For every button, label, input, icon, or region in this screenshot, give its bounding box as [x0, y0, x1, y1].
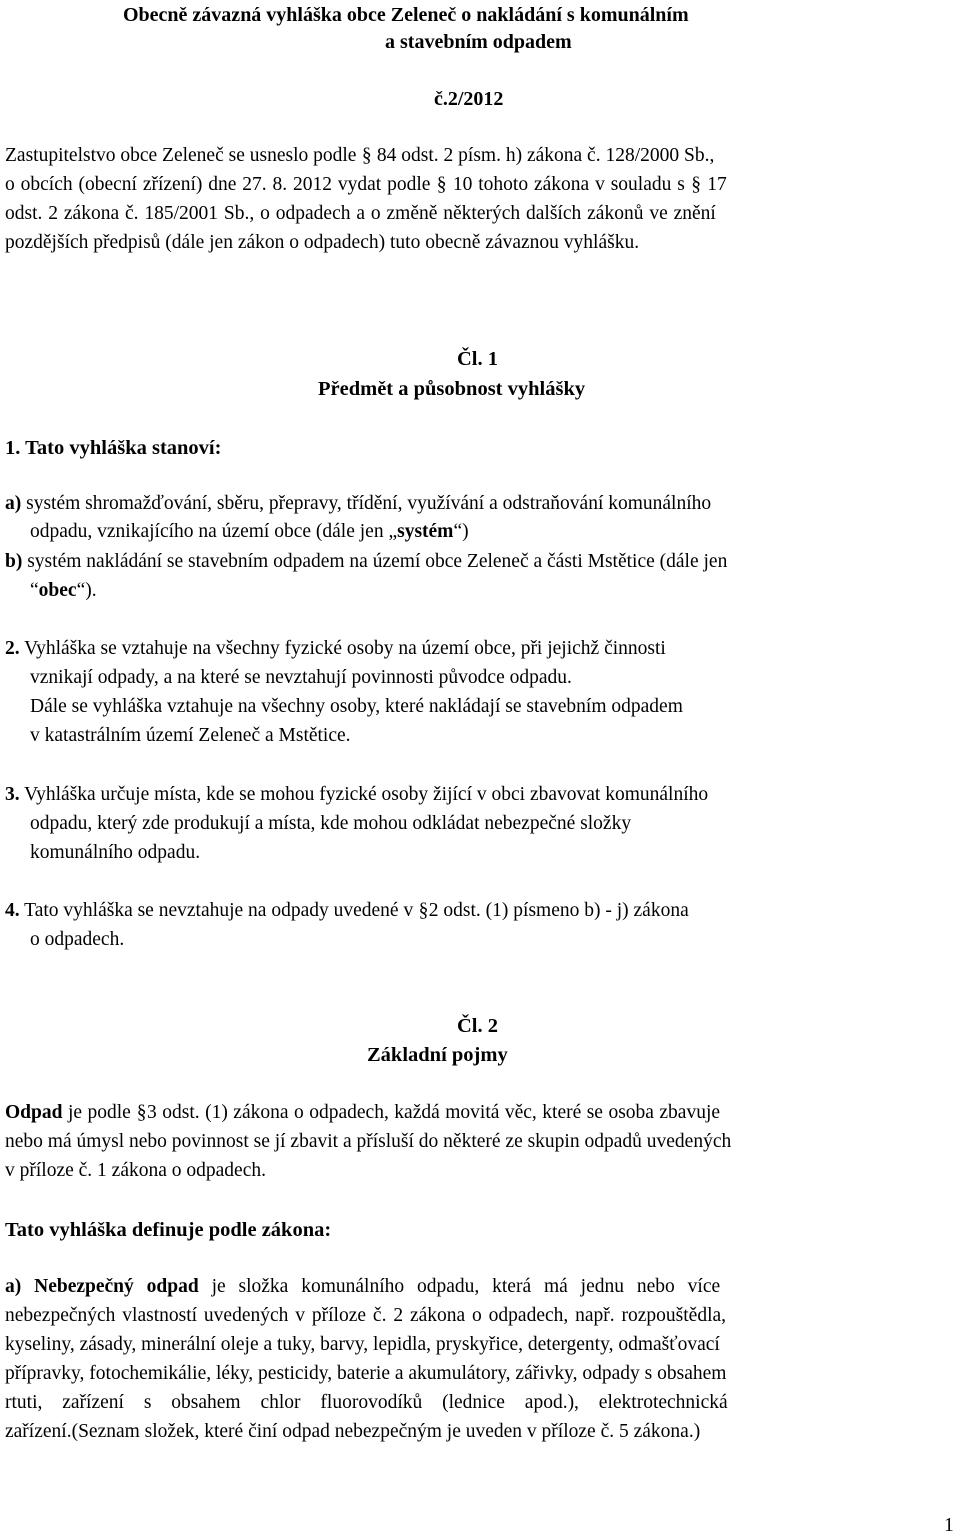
art1-p2-line-1: 2. Vyhláška se vztahuje na všechny fyzické osoby na území obce, při jejichž činnosti [5, 638, 666, 659]
preamble-line-2: o obcích (obecní zřízení) dne 27. 8. 2012 vydat podle § 10 tohoto zákona v souladu s § 17 [5, 174, 727, 195]
art1-p2-line-2: vznikají odpady, a na které se nevztahují povinnosti původce odpadu. [30, 667, 572, 688]
article-1-label: Čl. 1 [457, 348, 498, 370]
art2-a-line-2: nebezpečných vlastností uvedených v příloze č. 2 zákona o odpadech, např. rozpouštědla, [5, 1305, 727, 1326]
art2-a-line-4: přípravky, fotochemikálie, léky, pesticidy, baterie a akumulátory, zářivky, odpady s obsahem [5, 1363, 727, 1384]
art2-def-line-2: nebo má úmysl nebo povinnost se jí zbavit a přísluší do některé ze skupin odpadů uvedených [5, 1131, 732, 1152]
art2-def-line-1: Odpad je podle §3 odst. (1) zákona o odpadech, každá movitá věc, které se osoba zbavuje [5, 1102, 721, 1123]
article-2-title: Základní pojmy [367, 1044, 508, 1066]
section-symbol: § [361, 145, 372, 166]
preamble-line-4: pozdějších předpisů (dále jen zákon o odpadech) tuto obecně závaznou vyhlášku. [5, 232, 640, 253]
art1-a-line-2: odpadu, vznikajícího na území obce (dále jen „systém“) [30, 521, 469, 542]
definitions-heading: Tato vyhláška definuje podle zákona: [5, 1219, 332, 1241]
section-symbol: § [136, 1102, 147, 1123]
decree-number: č.2/2012 [434, 88, 504, 110]
section-symbol: § [691, 174, 701, 195]
art1-p4-line-2: o odpadech. [30, 929, 125, 950]
art1-b-line-1: b) systém nakládání se stavebním odpadem na území obce Zeleneč a části Mstětice (dále jen [5, 551, 728, 572]
art1-a-line-1: a) systém shromažďování, sběru, přepravy, třídění, využívání a odstraňování komunálního [5, 493, 712, 514]
preamble-line-3: odst. 2 zákona č. 185/2001 Sb., o odpadech a o změně některých dalších zákonů ve znění [5, 203, 716, 224]
art1-b-line-2: “obec“). [30, 580, 97, 601]
article-1-p1-heading: 1. Tato vyhláška stanoví: [5, 437, 222, 459]
preamble-line-1: Zastupitelstvo obce Zeleneč se usneslo podle § 84 odst. 2 písm. h) zákona č. 128/2000 Sb., [5, 145, 715, 166]
article-2-label: Čl. 2 [457, 1015, 498, 1037]
section-symbol: § [436, 174, 447, 195]
art1-p3-line-3: komunálního odpadu. [30, 842, 201, 863]
art2-a-line-6: zařízení.(Seznam složek, které činí odpad nebezpečným je uveden v příloze č. 5 zákona.) [5, 1421, 701, 1442]
art1-p3-line-2: odpadu, který zde produkují a místa, kde mohou odkládat nebezpečné složky [30, 813, 632, 834]
art2-a-line-1: a) Nebezpečný odpad je složka komunálního odpadu, která má jednu nebo více [5, 1276, 721, 1297]
title-line-1: Obecně závazná vyhláška obce Zeleneč o nakládání s komunálním [123, 4, 689, 26]
section-symbol: § [418, 900, 429, 921]
title-line-2: a stavebním odpadem [385, 31, 572, 53]
art1-p2-line-4: v katastrálním území Zeleneč a Mstětice. [30, 725, 351, 746]
art2-a-line-5: rtuti, zařízení s obsahem chlor fluorovodíků (lednice apod.), elektrotechnická [5, 1392, 728, 1413]
art2-def-line-3: v příloze č. 1 zákona o odpadech. [5, 1160, 266, 1181]
art2-a-line-3: kyseliny, zásady, minerální oleje a tuky, barvy, lepidla, pryskyřice, detergenty, odmašťovací [5, 1334, 720, 1355]
art1-p2-line-3: Dále se vyhláška vztahuje na všechny osoby, které nakládají se stavebním odpadem [30, 696, 683, 717]
art1-p3-line-1: 3. Vyhláška určuje místa, kde se mohou fyzické osoby žijící v obci zbavovat komunálního [5, 784, 709, 805]
article-1-title: Předmět a působnost vyhlášky [318, 378, 586, 400]
page-number: 1 [944, 1515, 954, 1536]
art1-p4-line-1: 4. Tato vyhláška se nevztahuje na odpady uvedené v §2 odst. (1) písmeno b) - j) zákona [5, 900, 689, 921]
